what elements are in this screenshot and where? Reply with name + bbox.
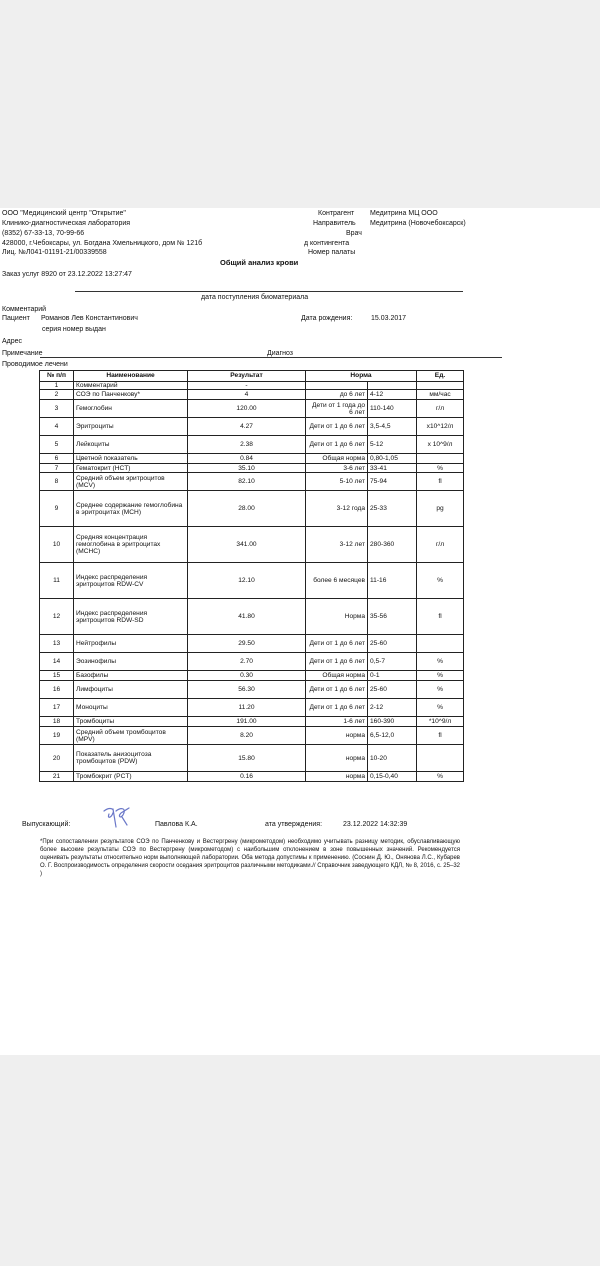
unit: x 10^9/л [417,436,464,454]
norm-age: Общая норма [306,454,368,464]
note-label: Примечание [2,350,43,357]
signature-image [101,805,135,831]
row-number: 13 [40,635,74,653]
test-name: СОЭ по Панченкову* [74,390,188,400]
unit: % [417,671,464,681]
norm-age: Дети от 1 до 6 лет [306,653,368,671]
test-result: 0.16 [188,772,306,782]
test-result: 4.27 [188,418,306,436]
test-result: 15.80 [188,745,306,772]
test-name: Лимфоциты [74,681,188,699]
unit: % [417,464,464,473]
row-number: 8 [40,473,74,491]
test-name: Моноциты [74,699,188,717]
norm-range: 280-360 [368,527,417,563]
unit: % [417,699,464,717]
test-result: 0.84 [188,454,306,464]
table-row [40,681,464,699]
test-name: Гематокрит (HCT) [74,464,188,473]
test-name: Нейтрофилы [74,635,188,653]
table-row [40,527,464,563]
norm-age: Дети от 1 до 6 лет [306,418,368,436]
approval-label: ата утверждения: [265,821,323,828]
row-number: 16 [40,681,74,699]
row-number: 5 [40,436,74,454]
unit: мм/час [417,390,464,400]
row-number: 4 [40,418,74,436]
norm-range: 0,80-1,05 [368,454,417,464]
issuer-name: Павлова К.А. [155,821,198,828]
test-name: Показатель анизоцитоза тромбоцитов (PDW) [74,745,188,772]
birth-date: 15.03.2017 [371,315,407,322]
test-result: 8.20 [188,727,306,745]
table-row [40,717,464,727]
row-number: 3 [40,400,74,418]
header-num: № п/п [40,371,74,382]
header-norm: Норма [306,371,417,382]
unit: pg [417,491,464,527]
lab-address: 428000, г.Чебоксары, ул. Богдана Хмельницкого, дом № 121б [2,240,203,247]
contragent-value: Медитрина МЦ ООО [370,210,438,217]
approval-date: 23.12.2022 14:32:39 [343,821,408,828]
row-number: 18 [40,717,74,727]
norm-age: более 6 месяцев [306,563,368,599]
contragent-label: Контрагент [318,210,355,217]
row-number: 15 [40,671,74,681]
test-result: - [188,382,306,390]
comment-label: Комментарий [2,306,47,313]
norm-range: 160-390 [368,717,417,727]
results-table [39,370,464,782]
test-result: 0.30 [188,671,306,681]
norm-age: Общая норма [306,671,368,681]
norm-age: норма [306,727,368,745]
row-number: 10 [40,527,74,563]
unit: г/л [417,527,464,563]
test-name: Комментарий [74,382,188,390]
order-info: Заказ услуг 8920 от 23.12.2022 13:27:47 [2,271,132,278]
norm-age [306,382,368,390]
test-name: Индекс распределения эритроцитов RDW-CV [74,563,188,599]
ward-label: Номер палаты [308,249,356,256]
norm-age: 5-10 лет [306,473,368,491]
table-row [40,699,464,717]
patient-label: Пациент [2,315,30,322]
norm-range: 0-1 [368,671,417,681]
unit: fl [417,473,464,491]
test-result: 12.10 [188,563,306,599]
patient-name: Романов Лев Константинович [41,315,138,322]
test-result: 28.00 [188,491,306,527]
norm-range: 3,5-4,5 [368,418,417,436]
unit: x10^12/л [417,418,464,436]
report-title: Общий анализ крови [220,258,299,267]
norm-range: 110-140 [368,400,417,418]
address-label: Адрес [2,338,23,345]
unit [417,635,464,653]
norm-range: 6,5-12,0 [368,727,417,745]
doctor-label: Врач [346,230,362,237]
test-result: 56.30 [188,681,306,699]
table-row [40,464,464,473]
table-row [40,436,464,454]
row-number: 21 [40,772,74,782]
row-number: 2 [40,390,74,400]
header-unit: Ед. [417,371,464,382]
row-number: 7 [40,464,74,473]
test-result: 11.20 [188,699,306,717]
norm-range: 25-33 [368,491,417,527]
unit: % [417,772,464,782]
row-number: 19 [40,727,74,745]
unit [417,382,464,390]
unit: fl [417,599,464,635]
treatment-label: Проводимое лечени [2,361,68,368]
test-name: Цветной показатель [74,454,188,464]
birth-label: Дата рождения: [301,315,353,322]
footnote: *При сопоставлении результатов СОЭ по Панченкову и Вестергрену (микрометодом) необходимо учитывать разницу методик, обуславливающую более высокие результаты СОЭ по Вестергрену (микрометодом) с наибольшим отклонением в зоне повышенных значений. Рекомендуется оценивать результаты относительно норм выполняющей лаборатории. Оба метода допустимы к применению. (Соснин Д. Ю., Онянова Л.С., Кубарев О. Г. Воспроизводимость определения скорости оседания эритроцитов различными методиками.// Справочник заведующего КДЛ, № 8, 2016, с. 25–32 ) [40,839,460,877]
norm-range: 5-12 [368,436,417,454]
norm-age: 1-6 лет [306,717,368,727]
norm-age: норма [306,745,368,772]
norm-age: 3-12 года [306,491,368,527]
unit: fl [417,727,464,745]
issued-label: Выпускающий: [22,821,71,828]
norm-range: 0,15-0,40 [368,772,417,782]
referrer-value: Медитрина (Новочебоксарск) [370,220,466,227]
test-name: Индекс распределения эритроцитов RDW-SD [74,599,188,635]
test-name: Среднее содержание гемоглобина в эритроцитах (MCH) [74,491,188,527]
table-row [40,653,464,671]
row-number: 14 [40,653,74,671]
norm-age: 3-12 лет [306,527,368,563]
norm-age: Норма [306,599,368,635]
test-result: 35.10 [188,464,306,473]
test-name: Гемоглобин [74,400,188,418]
row-number: 1 [40,382,74,390]
document-label: серия номер выдан [42,326,106,333]
org-name: ООО "Медицинский центр "Открытие" [2,210,126,217]
test-result: 2.70 [188,653,306,671]
unit: % [417,653,464,671]
lab-name: Клинико-диагностическая лаборатория [2,220,131,227]
norm-range: 75-94 [368,473,417,491]
contingent-label: д контингента [304,240,350,247]
row-number: 9 [40,491,74,527]
norm-range [368,382,417,390]
table-row [40,599,464,635]
norm-range: 25-60 [368,681,417,699]
test-name: Тромбокрит (PCT) [74,772,188,782]
norm-range: 33-41 [368,464,417,473]
row-number: 6 [40,454,74,464]
norm-age: до 6 лет [306,390,368,400]
test-result: 29.50 [188,635,306,653]
header-result: Результат [188,371,306,382]
table-row [40,772,464,782]
diagnosis-label: Диагноз [267,350,293,357]
unit [417,454,464,464]
table-row [40,418,464,436]
table-header [40,371,464,382]
test-result: 4 [188,390,306,400]
test-result: 120.00 [188,400,306,418]
referrer-label: Направитель [313,220,356,227]
norm-age: Дети от 1 до 6 лет [306,699,368,717]
test-name: Эритроциты [74,418,188,436]
unit: г/л [417,400,464,418]
norm-age: норма [306,772,368,782]
table-row [40,382,464,390]
receipt-label: дата поступления биоматериала [201,294,309,301]
table-row [40,563,464,599]
test-name: Тромбоциты [74,717,188,727]
norm-range: 25-60 [368,635,417,653]
license: Лиц. №Л041-01191-21/00339558 [2,249,107,256]
table-row [40,390,464,400]
unit: *10^9/л [417,717,464,727]
norm-range: 11-16 [368,563,417,599]
header-name: Наименование [74,371,188,382]
test-name: Базофилы [74,671,188,681]
norm-age: Дети от 1 года до 6 лет [306,400,368,418]
table-row [40,745,464,772]
lab-phone: (8352) 67-33-13, 70-99-66 [2,230,85,237]
note-line [40,357,502,358]
row-number: 12 [40,599,74,635]
test-name: Средний объем эритроцитов (MCV) [74,473,188,491]
test-result: 2.38 [188,436,306,454]
norm-age: Дети от 1 до 6 лет [306,436,368,454]
test-result: 341.00 [188,527,306,563]
norm-range: 4-12 [368,390,417,400]
table-row [40,454,464,464]
test-name: Средняя концентрация гемоглобина в эритроцитах (MCHC) [74,527,188,563]
table-row [40,473,464,491]
norm-range: 35-56 [368,599,417,635]
norm-range: 2-12 [368,699,417,717]
norm-range: 0,5-7 [368,653,417,671]
row-number: 17 [40,699,74,717]
receipt-line [75,291,463,292]
row-number: 20 [40,745,74,772]
test-name: Эозинофилы [74,653,188,671]
test-result: 41.80 [188,599,306,635]
table-row [40,727,464,745]
table-row [40,635,464,653]
table-row [40,400,464,418]
row-number: 11 [40,563,74,599]
unit [417,745,464,772]
table-row [40,671,464,681]
table-row [40,491,464,527]
norm-age: 3-6 лет [306,464,368,473]
norm-age: Дети от 1 до 6 лет [306,635,368,653]
unit: % [417,563,464,599]
test-result: 82.10 [188,473,306,491]
test-name: Средний объем тромбоцитов (MPV) [74,727,188,745]
norm-age: Дети от 1 до 6 лет [306,681,368,699]
norm-range: 10-20 [368,745,417,772]
unit: % [417,681,464,699]
test-result: 191.00 [188,717,306,727]
test-name: Лейкоциты [74,436,188,454]
